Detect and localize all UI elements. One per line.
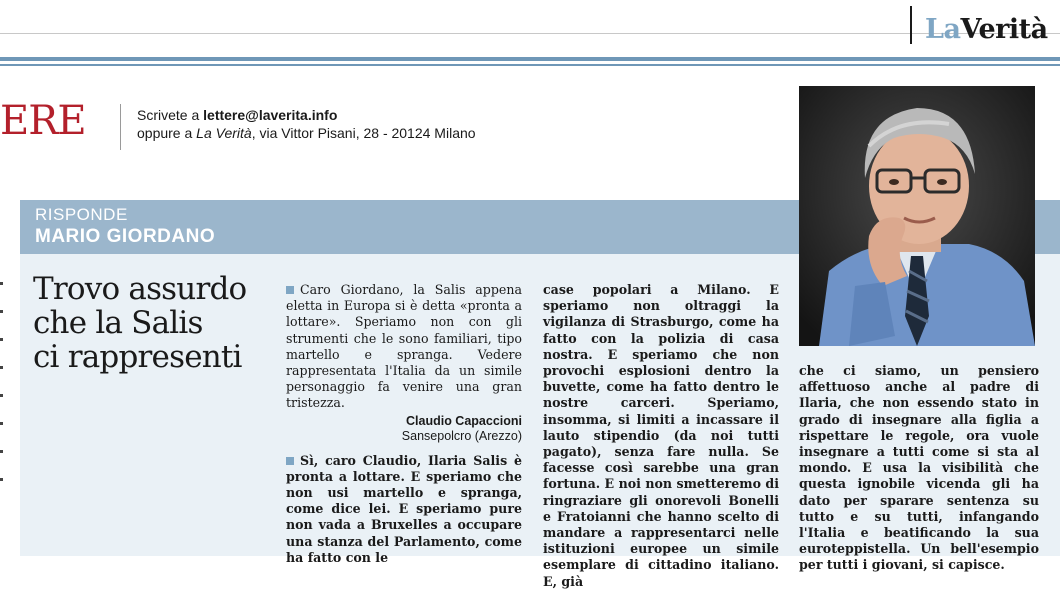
paragraph-marker-icon [286, 286, 294, 294]
contact-prefix-2: oppure a [137, 125, 197, 141]
reply-text-2: case popolari a Milano. E speriamo non oltraggi la vigilanza di Strasburgo, come ha fatto con la polizia di casa nostra. E speriamo che non provochi esplosioni dentro la buvette, come ha fatto dentro le nostre carceri. Speriamo, insomma, si limiti a incassare il lauto stipendio (da noi tutti pagato), senza fare nulla. Se facesse così sarebbe una gran fortuna. E noi non smetteremo di ringraziare gli onorevoli Bonelli e Fratoianni che hanno scelto di mandare a rappresentarci nelle istituzioni europee un simile esemplare di cittadino italiano. E, già [543, 282, 779, 589]
section-title: ERE [0, 98, 86, 144]
banner-author-name: MARIO GIORDANO [35, 226, 216, 247]
contact-address: , via Vittor Pisani, 28 - 20124 Milano [251, 125, 476, 141]
headline-line-1: Trovo assurdo [33, 271, 247, 307]
paragraph-marker-icon [286, 457, 294, 465]
reader-letter [286, 282, 522, 412]
reply-text-3: che ci siamo, un pensiero affettuoso anche al padre di Ilaria, che non essendo stato in grado di insegnare alla figlia a rispettare le regole, ora vuole insegnare a tutti come si sta al mondo. E usa la visibilità che questa ignobile vicenda gli ha dato per sparare sentenza su tutto e su tutti, infangando l'Italia e beatificando la sua euroteppistella. Un bell'esempio per tutti i giovani, si capisce. [799, 363, 1039, 573]
masthead-band-thick [0, 57, 1060, 61]
section-separator [120, 104, 121, 150]
author-photo [799, 86, 1035, 346]
contact-line-1 [137, 106, 476, 124]
logo-verita: Verità [960, 14, 1048, 45]
margin-marks [0, 282, 3, 522]
masthead-rule [0, 33, 1060, 34]
masthead-band-thin [0, 64, 1060, 66]
headline-line-2: che la Salis [33, 305, 203, 341]
contact-prefix: Scrivete a [137, 107, 204, 123]
letter-place: Sansepolcro (Arezzo) [401, 428, 522, 443]
article-column-1 [286, 282, 522, 566]
reply-text-1: Sì, caro Claudio, Ilaria Salis è pronta a lottare. E speriamo che non usi martello e spranga, come dice lei. E speriamo pure non vada a Bruxelles a occupare una stanza del Parlamento, come ha fatto con le [286, 452, 522, 565]
contact-line-2 [137, 124, 476, 142]
article-column-3 [799, 363, 1039, 574]
headline-line-3: ci rappresenti [33, 339, 242, 375]
article-headline [33, 272, 263, 374]
reply-start [286, 453, 522, 566]
masthead-separator [910, 6, 912, 44]
newspaper-logo [925, 14, 1048, 45]
banner-label: RISPONDE [35, 205, 128, 224]
article-column-2 [543, 282, 779, 590]
contact-info [137, 106, 476, 142]
letter-author: Claudio Capaccioni [406, 413, 522, 428]
letter-text: Caro Giordano, la Salis appena eletta in Europa si è detta «pronta a lottare». Speriamo non con gli strumenti che le sono familiari, tipo martello e spranga. Vedere rappresentata l'Italia da un simile personaggio fa venire una gran tristezza. [286, 282, 522, 411]
logo-la: La [925, 14, 961, 45]
contact-email[interactable]: lettere@laverita.info [203, 107, 338, 123]
contact-paper: La Verità [196, 125, 252, 141]
